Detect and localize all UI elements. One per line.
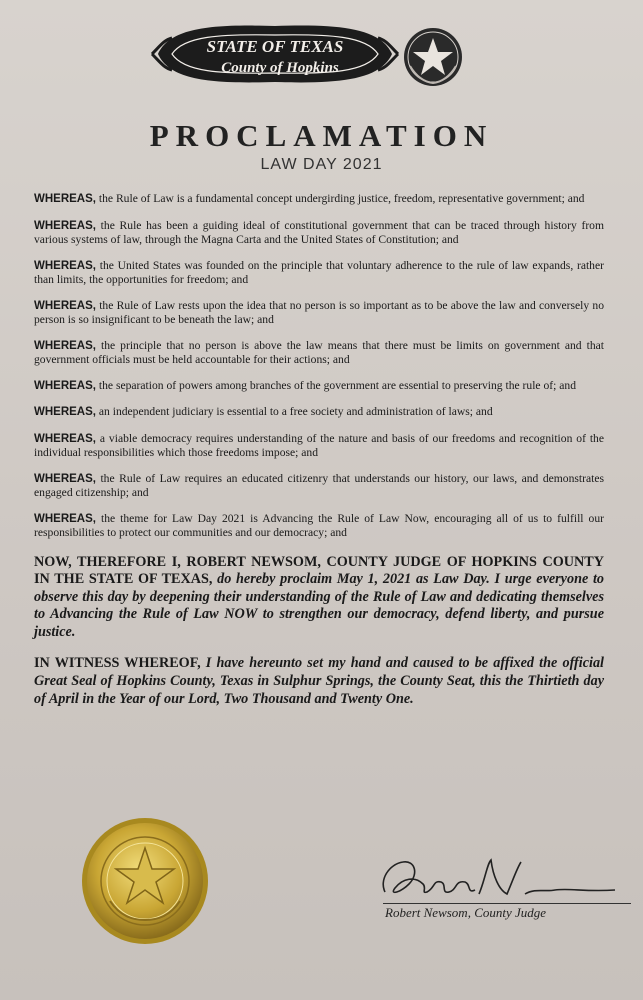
whereas-lead: WHEREAS, bbox=[34, 472, 96, 485]
whereas-text: an independent judiciary is essential to a free society and administration of laws; and bbox=[95, 405, 493, 418]
proclamation-lead: NOW, THEREFORE I, ROBERT NEWSOM, COUNTY JUDGE OF HOPKINS COUNTY IN THE STATE OF TEXAS, bbox=[34, 553, 604, 588]
whereas-lead: WHEREAS, bbox=[34, 406, 96, 418]
signer-name: Robert Newsom, County Judge bbox=[385, 905, 547, 920]
banner-line1: STATE OF TEXAS bbox=[206, 37, 344, 56]
star-emblem-icon bbox=[402, 26, 464, 88]
witness-statement bbox=[34, 655, 604, 708]
whereas-clause bbox=[34, 259, 604, 287]
whereas-clause bbox=[34, 339, 604, 367]
proclamation-body bbox=[34, 192, 604, 708]
page-subtitle: LAW DAY 2021 bbox=[260, 156, 383, 173]
whereas-text: the separation of powers among branches of the government are essential to preserving the rule of; and bbox=[95, 378, 576, 392]
whereas-clause bbox=[34, 512, 604, 540]
whereas-text: the principle that no person is above the law means that there must be limits on government and that government officials must be held accountable for their actions; and bbox=[34, 338, 604, 366]
whereas-text: a viable democracy requires understanding of the nature and basis of our freedoms and recognition of the individual responsibilities which those freedoms impose; and bbox=[34, 431, 604, 459]
whereas-lead: WHEREAS, bbox=[34, 379, 96, 392]
whereas-text: the theme for Law Day 2021 is Advancing the Rule of Law Now, encouraging all of us to fulfill our responsibilities to protect our communities and our democracy; and bbox=[34, 511, 604, 539]
whereas-text: the Rule of Law requires an educated citizenry that understands our history, our laws, and demonstrates engaged citizenship; and bbox=[34, 471, 604, 499]
whereas-lead: WHEREAS, bbox=[34, 299, 96, 312]
banner-line2: County of Hopkins bbox=[221, 60, 339, 76]
whereas-text: the Rule of Law is a fundamental concept undergirding justice, freedom, representative government; and bbox=[95, 192, 585, 205]
whereas-clause bbox=[34, 432, 604, 460]
whereas-lead: WHEREAS, bbox=[34, 432, 96, 445]
whereas-text: the United States was founded on the principle that voluntary adherence to the rule of law expands, rather than limits, the opportunities for freedom; and bbox=[34, 258, 604, 286]
whereas-lead: WHEREAS, bbox=[34, 339, 96, 352]
whereas-clause bbox=[34, 219, 604, 247]
proclamation-text: do hereby proclaim May 1, 2021 as Law Day. I urge everyone to observe this day by deepening their understanding of the Rule of Law and dedicating themselves to Advancing the Rule of Law NOW to strengthen our democracy, defend liberty, and pursue justice. bbox=[34, 571, 604, 640]
proclamation-statement bbox=[34, 554, 604, 642]
whereas-clause bbox=[34, 299, 604, 327]
page-title: PROCLAMATION bbox=[149, 118, 494, 153]
whereas-clause bbox=[34, 192, 604, 207]
witness-lead: IN WITNESS WHEREOF, bbox=[34, 655, 201, 672]
handwritten-signature bbox=[375, 850, 625, 910]
whereas-text: the Rule has been a guiding ideal of constitutional government that can be traced through history from various systems of law, through the Magna Carta and the United States of Constitution; and bbox=[34, 218, 604, 246]
whereas-text: the Rule of Law rests upon the idea that no person is so important as to be above the law and conversely no person is so insignificant to be beneath the law; and bbox=[34, 298, 604, 326]
whereas-lead: WHEREAS, bbox=[34, 219, 96, 232]
whereas-clause bbox=[34, 379, 604, 394]
whereas-clause bbox=[34, 405, 604, 420]
signature-line bbox=[383, 903, 631, 904]
whereas-clause bbox=[34, 472, 604, 500]
whereas-lead: WHEREAS, bbox=[34, 512, 96, 525]
state-of-texas-banner-logo bbox=[150, 18, 400, 90]
whereas-lead: WHEREAS, bbox=[34, 193, 96, 205]
gold-county-seal-icon bbox=[80, 816, 210, 946]
witness-text: I have hereunto set my hand and caused to be affixed the official Great Seal of Hopkins County, Texas in Sulphur Springs, the County Seat, this the Thirtieth day of April in the Year of our Lord, Two Thousand and Twenty One. bbox=[34, 655, 604, 707]
whereas-lead: WHEREAS, bbox=[34, 259, 96, 272]
